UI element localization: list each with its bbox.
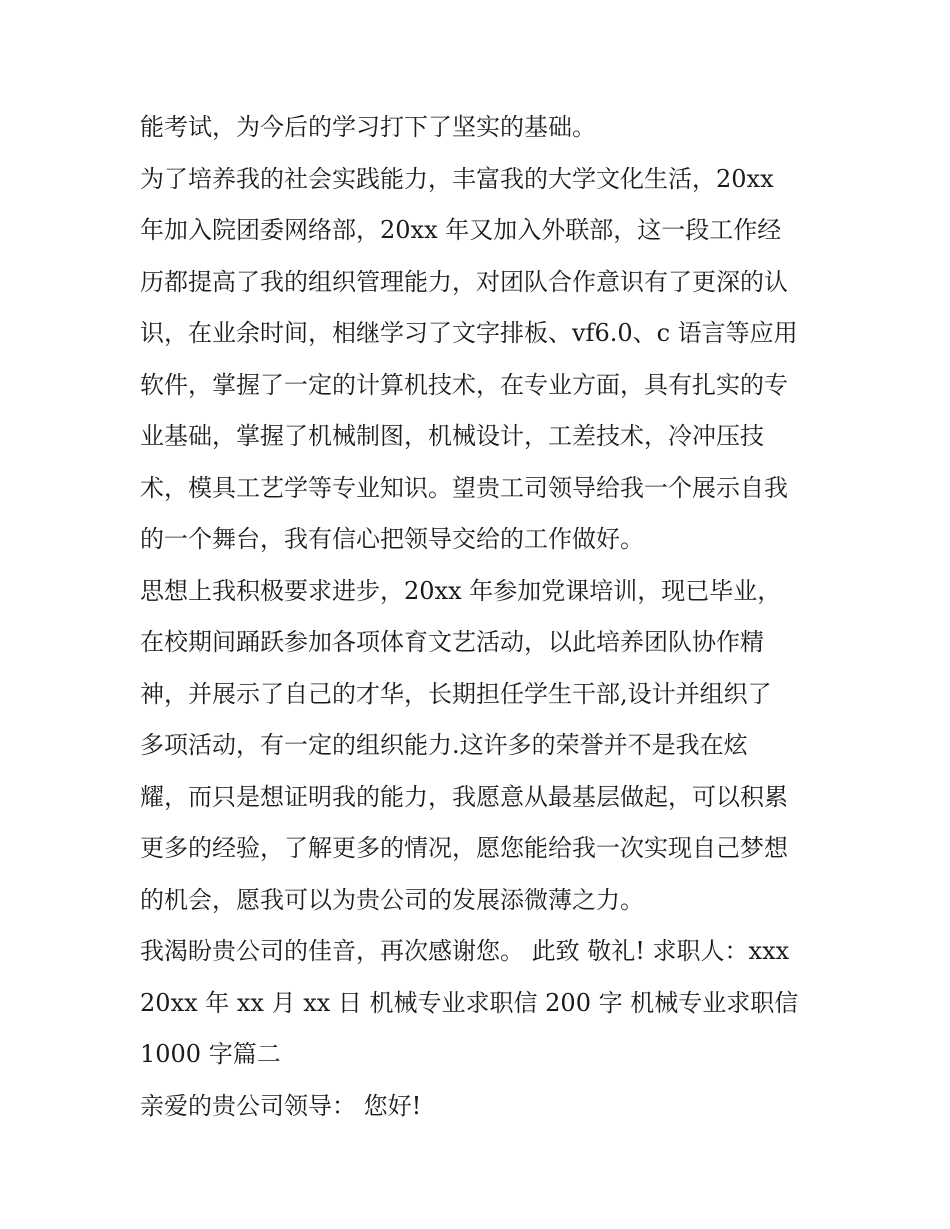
text-line: 业基础，掌握了机械制图，机械设计，工差技术，冷冲压技 [140, 422, 764, 450]
text-line: 历都提高了我的组织管理能力，对团队合作意识有了更深的认 [140, 267, 788, 296]
text-line: 能考试，为今后的学习打下了坚实的基础。 [140, 113, 596, 141]
text-line: 多项活动，有一定的组织能力.这许多的荣誉并不是我在炫 [140, 731, 748, 759]
text-line: 术，模具工艺学等专业知识。望贵工司领导给我一个展示自我 [140, 473, 788, 502]
text-line: 亲爱的贵公司领导： 您好! [140, 1091, 422, 1120]
text-line: 为了培养我的社会实践能力，丰富我的大学文化生活，20xx [140, 164, 774, 193]
text-line: 识，在业余时间，相继学习了文字排板、vf6.0、c 语言等应用 [140, 319, 798, 347]
text-line: 20xx 年 xx 月 xx 日 机械专业求职信 200 字 机械专业求职信 [140, 988, 799, 1017]
text-line: 在校期间踊跃参加各项体育文艺活动，以此培养团队协作精 [140, 628, 764, 656]
text-line: 软件，掌握了一定的计算机技术，在专业方面，具有扎实的专 [140, 370, 788, 399]
text-line: 1000 字篇二 [140, 1040, 281, 1068]
letter-body [140, 102, 820, 1132]
text-line: 思想上我积极要求进步，20xx 年参加党课培训，现已毕业， [140, 576, 782, 605]
text-line: 年加入院团委网络部，20xx 年又加入外联部，这一段工作经 [140, 216, 782, 244]
text-line: 耀，而只是想证明我的能力，我愿意从最基层做起，可以积累 [140, 782, 788, 811]
text-line: 的一个舞台，我有信心把领导交给的工作做好。 [140, 525, 644, 553]
text-line: 神，并展示了自己的才华，长期担任学生干部,设计并组织了 [140, 679, 772, 708]
text-line: 的机会，愿我可以为贵公司的发展添微薄之力。 [140, 885, 644, 914]
text-line: 更多的经验，了解更多的情况，愿您能给我一次实现自己梦想 [140, 834, 788, 862]
text-line: 我渴盼贵公司的佳音，再次感谢您。 此致 敬礼! 求职人：xxx [140, 937, 790, 965]
